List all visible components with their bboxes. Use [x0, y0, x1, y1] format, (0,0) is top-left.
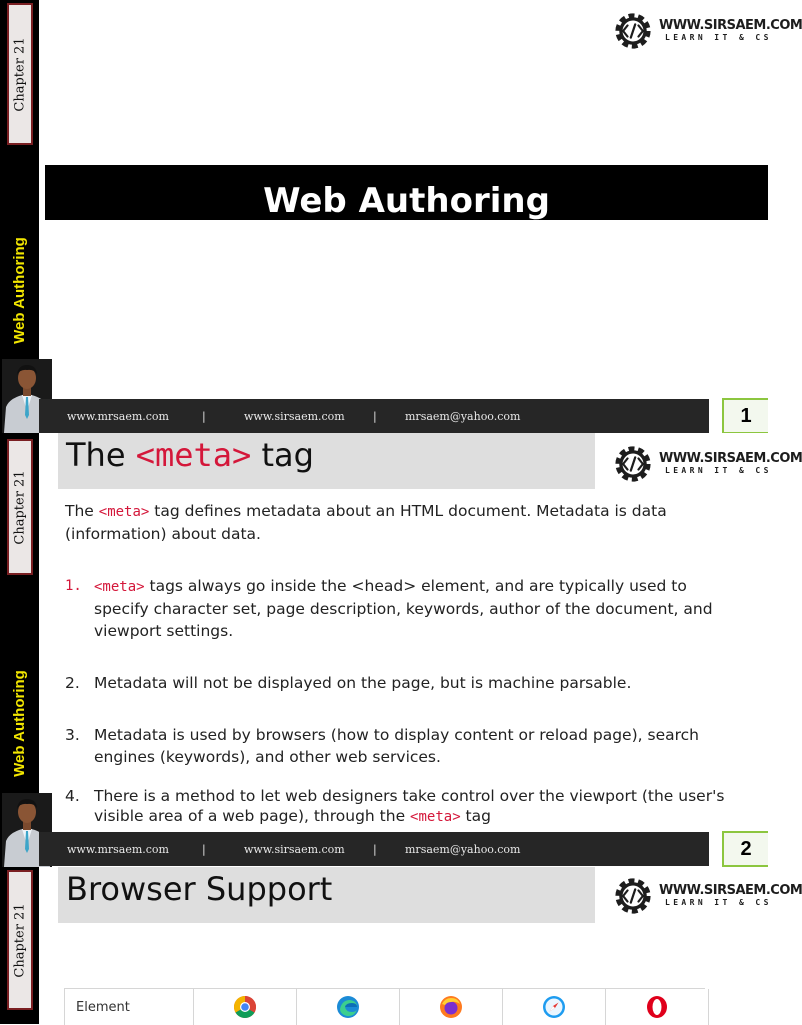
side-title: [2, 658, 36, 788]
title-text: The: [66, 436, 136, 474]
opera-icon: [645, 995, 669, 1019]
table-header-browser: [503, 989, 606, 1025]
list-item-text: tag: [460, 807, 491, 825]
list-number: 1.: [65, 578, 82, 594]
firefox-icon: [439, 995, 463, 1019]
table-header-browser: [606, 989, 709, 1025]
chrome-icon: [233, 995, 257, 1019]
chapter-label-text: Chapter 21: [12, 902, 28, 978]
logo-sub-text: LEARN IT & CS: [665, 466, 772, 475]
table-header-element: Element: [65, 989, 194, 1025]
footer-separator: |: [202, 843, 206, 856]
list-item: [65, 672, 740, 694]
footer-separator: |: [373, 843, 377, 856]
slide-1: [0, 0, 802, 433]
footer-separator: |: [202, 410, 206, 423]
safari-icon: [542, 995, 566, 1019]
gear-code-icon: [611, 9, 655, 53]
list-item: [65, 575, 740, 642]
footer-site-link[interactable]: www.sirsaem.com: [244, 843, 345, 856]
list-item-text: Metadata will not be displayed on the page, but is machine parsable.: [94, 674, 632, 692]
footer-site-link[interactable]: www.mrsaem.com: [67, 843, 169, 856]
intro-code: <meta>: [98, 504, 150, 520]
site-logo: [611, 442, 802, 486]
intro-paragraph: [65, 500, 745, 545]
slide-2: [0, 433, 802, 867]
slide-title: Browser Support: [66, 870, 333, 908]
list-item: [65, 786, 740, 827]
logo-sub-text: LEARN IT & CS: [665, 898, 772, 907]
slide-header: [58, 433, 595, 489]
slide-footer: [39, 399, 709, 433]
logo-main-text: WWW.SIRSAEM.COM: [659, 18, 802, 33]
chapter-label-text: Chapter 21: [12, 469, 28, 545]
title-text: tag: [251, 436, 314, 474]
chapter-label: [7, 870, 33, 1010]
list-item-text: tags always go inside the <head> element, and are typically used to specify character set, page description, keywords, author of the document, and viewport settings.: [94, 577, 713, 640]
browser-support-table: [64, 988, 705, 1025]
footer-email-link[interactable]: mrsaem@yahoo.com: [405, 410, 521, 423]
chapter-label: [7, 3, 33, 145]
gear-code-icon: [611, 442, 655, 486]
list-number: 3.: [65, 726, 80, 744]
slide-title-band: [45, 165, 768, 220]
footer-site-link[interactable]: www.sirsaem.com: [244, 410, 345, 423]
table-header-browser: [297, 989, 400, 1025]
logo-sub-text: LEARN IT & CS: [665, 33, 772, 42]
list-item: [65, 724, 740, 768]
footer-site-link[interactable]: www.mrsaem.com: [67, 410, 169, 423]
slide-footer: [39, 832, 709, 866]
footer-email-link[interactable]: mrsaem@yahoo.com: [405, 843, 521, 856]
side-title-text: Web Authoring: [10, 669, 28, 777]
page-number: 1: [722, 398, 768, 434]
list-number: 4.: [65, 787, 80, 805]
side-title: [2, 225, 36, 355]
meta-points-list: [65, 575, 740, 827]
site-logo: [611, 9, 802, 53]
intro-text: tag defines metadata about an HTML document. Metadata is data (information) about data.: [65, 502, 667, 543]
site-logo: [611, 874, 802, 918]
slide-title: Web Authoring: [263, 181, 550, 221]
logo-main-text: WWW.SIRSAEM.COM: [659, 451, 802, 466]
slide-header: [58, 867, 595, 923]
list-item-code: <meta>: [94, 579, 145, 595]
intro-text: The: [65, 502, 99, 520]
logo-main-text: WWW.SIRSAEM.COM: [659, 883, 802, 898]
list-number: 2.: [65, 674, 80, 692]
chapter-label: [7, 439, 33, 575]
table-header-browser: [194, 989, 297, 1025]
title-code: <meta>: [135, 436, 252, 474]
list-item-code: <meta>: [410, 809, 461, 825]
edge-icon: [336, 995, 360, 1019]
table-header-browser: [400, 989, 503, 1025]
list-item-text: There is a method to let web designers take control over the viewport (the user's visible area of a web page), through the: [94, 787, 725, 825]
side-title-text: Web Authoring: [10, 236, 28, 344]
gear-code-icon: [611, 874, 655, 918]
footer-separator: |: [373, 410, 377, 423]
page-number: 2: [722, 831, 768, 867]
list-item-text: Metadata is used by browsers (how to display content or reload page), search engines (keywords), and other web services.: [94, 726, 699, 766]
chapter-label-text: Chapter 21: [12, 36, 28, 112]
slide-title: [66, 436, 314, 474]
